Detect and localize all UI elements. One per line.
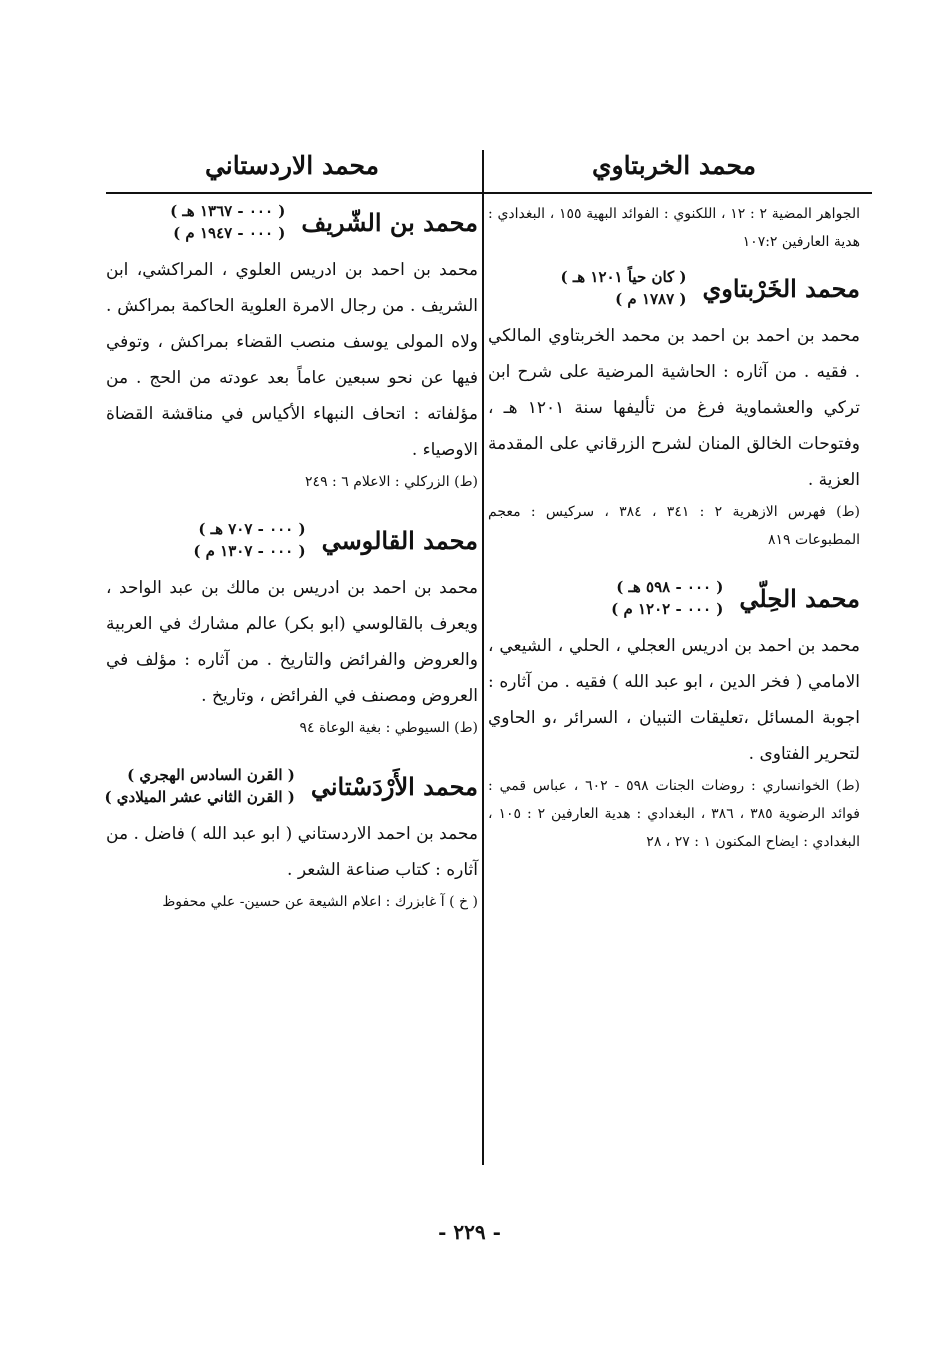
date-hijri: ( ٠٠٠ - ٧٠٧ هـ ) — [198, 520, 306, 538]
date-hijri: ( كان حياً ١٢٠١ هـ ) — [560, 268, 687, 286]
entry-dates — [170, 200, 285, 244]
entry-source: (ط) الزركلي : الاعلام ٦ : ٢٤٩ — [305, 474, 478, 490]
date-gregorian: ( ٠٠٠ - ١٩٤٧ م ) — [173, 224, 286, 242]
entry-text: محمد بن احمد الاردستاني ( ابو عبد الله ) فاضل . من آثاره : كتاب صناعة الشعر . — [106, 824, 478, 880]
left-column — [106, 150, 478, 916]
date-gregorian: ( ٠٠٠ - ١٢٠٢ م ) — [611, 600, 724, 618]
entry-source: (ط) فهرس الازهرية ٢ : ٣٤١ ، ٣٨٤ ، سركيس : معجم المطبوعات ٨١٩ — [488, 504, 860, 548]
entry-name: محمد الأَرْدَسْتاني — [310, 771, 478, 801]
entry-heading — [106, 764, 478, 808]
entry-text: محمد بن احمد بن احمد بن محمد الخربتاوي المالكي . فقيه . من آثاره : الحاشية المرضية على شرح ابن تركي والعشماوية فرغ من تأليفها سنة ١٢٠١ هـ ، وفتوحات الخالق المنان لشرح الزرقاني على المقدمة العزية . — [488, 326, 860, 490]
entry-text: محمد بن احمد بن ادريس العجلي ، الحلي ، الشيعي ، الامامي ( فخر الدين ، ابو عبد الله ) فقيه . من آثاره : اجوبة المسائل ،تعليقات التبيان ، السرائر ،و الحاوي لتحرير الفتاوى . — [488, 636, 860, 764]
date-century-gregorian: ( القرن الثاني عشر الميلادي ) — [104, 788, 295, 806]
entry-source: (ط) السيوطي : بغية الوعاة ٩٤ — [299, 720, 478, 736]
entry-name: محمد بن الشّريف — [301, 207, 478, 237]
entry-heading — [488, 266, 860, 310]
entry-dates — [611, 576, 723, 620]
date-hijri: ( ٠٠٠ - ١٣٦٧ هـ ) — [170, 202, 286, 220]
column-divider — [482, 150, 484, 1165]
entry-dates — [561, 266, 687, 310]
entry-source: ( خ ) آ غابزرك : اعلام الشيعة عن حسين- علي محفوظ — [162, 894, 478, 910]
entry-name: محمد الخَرْبتاوي — [702, 273, 860, 303]
entry-dates — [104, 764, 294, 808]
entry-name: محمد الحِلّي — [739, 583, 860, 613]
right-running-header: محمد الخربتاوي — [591, 151, 757, 180]
entry-text: محمد بن احمد بن ادريس العلوي ، المراكشي، ابن الشريف . من رجال الامرة العلوية الحاكمة بمراكش . ولاه المولى يوسف منصب القضاء بمراكش ، وتوفي فيها عن نحو سبعين عاماً بعد عودته من الحج . من مؤلفاته : اتحاف النبهاء الأكياس في مناقشة القضاة الاوصياء . — [106, 260, 478, 460]
right-column — [488, 150, 860, 856]
entry-dates — [193, 518, 305, 562]
left-column-body — [106, 200, 478, 916]
entry-text: محمد بن احمد بن ادريس بن مالك بن عبد الواحد ، ويعرف بالقالوسي (ابو بكر) عالم مشارك في العربية والعروض والفرائض والتاريخ . من آثاره : مؤلف في العروض ومصنف في الفرائض ، وتاريخ . — [106, 578, 478, 706]
page-number: - ٢٢٩ - — [438, 1220, 501, 1244]
date-gregorian: ( ١٧٨٧ م ) — [615, 290, 687, 308]
date-century-hijri: ( القرن السادس الهجري ) — [127, 766, 295, 784]
date-gregorian: ( ٠٠٠ - ١٣٠٧ م ) — [193, 542, 306, 560]
entry-name: محمد القالوسي — [321, 525, 478, 555]
date-hijri: ( ٠٠٠ - ٥٩٨ هـ ) — [616, 578, 724, 596]
entry-heading — [488, 576, 860, 620]
left-running-header: محمد الاردستاني — [204, 151, 380, 180]
entry-source: (ط) الخوانساري : روضات الجنات ٥٩٨ - ٦٠٢ ، عباس قمي : فوائد الرضوية ٣٨٥ ، ٣٨٦ ، البغدادي : هدية العارفين ٢ : ١٠٥ ، البغدادي : ايضاح المكنون ١ : ٢٧ ، ٢٨ — [488, 778, 860, 850]
entry-heading — [106, 200, 478, 244]
entry-heading — [106, 518, 478, 562]
continued-sources: الجواهر المضية ٢ : ١٢ ، اللكنوي : الفوائد البهية ١٥٥ ، البغدادي : هدية العارفين ١٠٧:٢ — [488, 206, 860, 250]
right-column-body — [488, 200, 860, 856]
